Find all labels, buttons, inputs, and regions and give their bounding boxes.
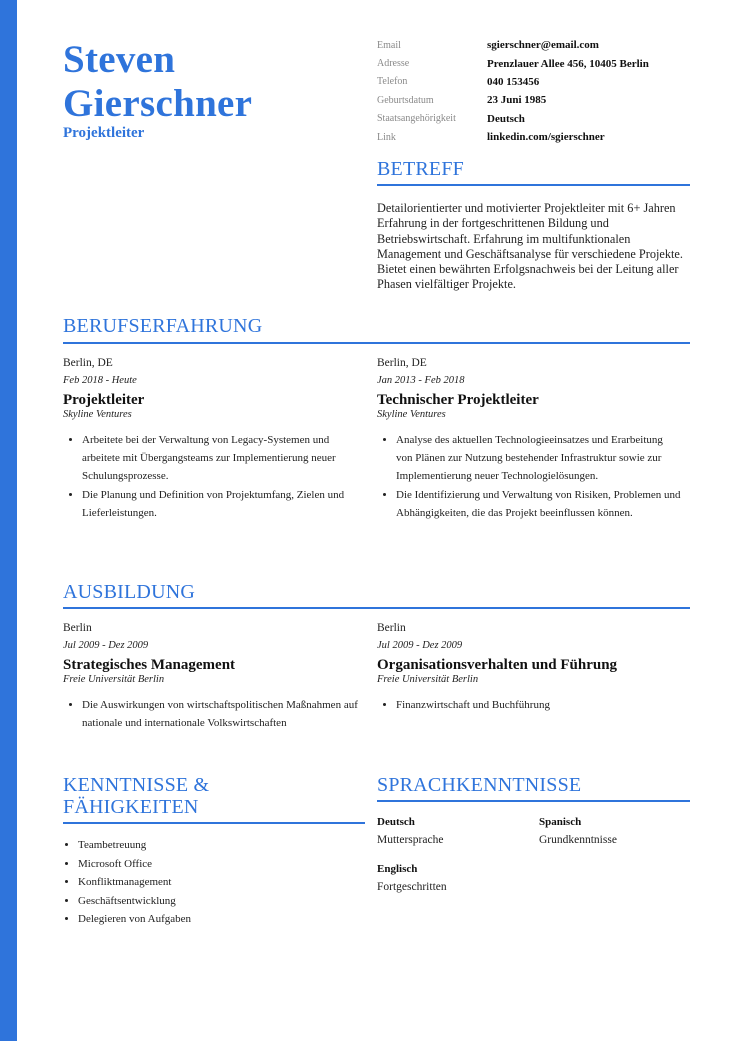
contact-value: sgierschner@email.com bbox=[487, 39, 599, 52]
edu-location: Berlin bbox=[63, 622, 92, 634]
list-item: • Finanzwirtschaft und Buchführung bbox=[396, 696, 682, 714]
experience-heading: BERUFSERFAHRUNG bbox=[63, 315, 263, 337]
list-item: • Die Auswirkungen von wirtschaftspolitischen Maßnahmen auf nationale und internationale Volkswirtschaften bbox=[82, 696, 368, 732]
education-heading: AUSBILDUNG bbox=[63, 581, 195, 603]
summary-heading: BETREFF bbox=[377, 158, 464, 180]
contact-label: Link bbox=[377, 131, 396, 143]
edu-degree: Organisationsverhalten und Führung bbox=[377, 657, 618, 673]
list-item: • Delegieren von Aufgaben bbox=[78, 910, 191, 929]
list-item: • Analyse des aktuellen Technologieeinsatzes und Erarbeitung von Plänen zur Nutzung bestehender Infrastruktur sowie zur Implementierung neuer Technologielösungen. bbox=[396, 431, 682, 486]
language-level: Fortgeschritten bbox=[377, 881, 447, 893]
education-divider bbox=[63, 607, 690, 609]
contact-details bbox=[377, 36, 697, 146]
list-item: • Konfliktmanagement bbox=[78, 873, 191, 892]
contact-value: 040 153456 bbox=[487, 75, 540, 88]
contact-label: Adresse bbox=[377, 58, 410, 70]
list-item: • Die Planung und Definition von Projektumfang, Zielen und Lieferleistungen. bbox=[82, 486, 368, 522]
summary-divider bbox=[377, 184, 690, 186]
edu-bullets bbox=[63, 696, 368, 732]
job-location: Berlin, DE bbox=[63, 357, 113, 369]
contact-value: linkedin.com/sgierschner bbox=[487, 131, 605, 144]
skills-divider bbox=[63, 822, 365, 824]
contact-row-birthdate bbox=[377, 91, 697, 109]
job-company: Skyline Ventures bbox=[63, 409, 132, 420]
languages-heading: SPRACHKENNTNISSE bbox=[377, 774, 582, 796]
education-item bbox=[63, 622, 368, 732]
list-item: • Microsoft Office bbox=[78, 855, 191, 874]
language-name: Deutsch bbox=[377, 816, 415, 828]
contact-label: Geburtsdatum bbox=[377, 94, 434, 106]
contact-value: Prenzlauer Allee 456, 10405 Berlin bbox=[487, 57, 649, 70]
job-title: Projektleiter bbox=[63, 125, 145, 141]
job-bullets bbox=[377, 431, 682, 522]
skills-bullets bbox=[63, 836, 191, 929]
skills-list bbox=[63, 836, 191, 929]
experience-divider bbox=[63, 342, 690, 344]
list-item: • Teambetreuung bbox=[78, 836, 191, 855]
contact-row-nationality bbox=[377, 110, 697, 128]
skills-heading-line1: KENNTNISSE & bbox=[63, 774, 210, 796]
education-item bbox=[377, 622, 682, 714]
language-item bbox=[377, 816, 443, 846]
edu-location: Berlin bbox=[377, 622, 406, 634]
contact-label: Telefon bbox=[377, 76, 408, 88]
contact-row-address bbox=[377, 54, 697, 72]
skills-heading bbox=[63, 774, 209, 818]
edu-degree: Strategisches Management bbox=[63, 657, 236, 673]
language-item bbox=[377, 863, 447, 893]
skills-heading-line2: FÄHIGKEITEN bbox=[63, 796, 199, 818]
language-level: Muttersprache bbox=[377, 834, 444, 846]
contact-label: Email bbox=[377, 39, 401, 51]
contact-value: 23 Juni 1985 bbox=[487, 94, 547, 107]
last-name: Gierschner bbox=[63, 82, 253, 125]
job-role: Technischer Projektleiter bbox=[377, 392, 539, 408]
edu-school: Freie Universität Berlin bbox=[377, 674, 479, 685]
language-name: Englisch bbox=[377, 863, 418, 875]
contact-label: Staatsangehörigkeit bbox=[377, 113, 456, 125]
summary-text: Detailorientierter und motivierter Projektleiter mit 6+ Jahren Erfahrung in der fortgeschrittenen Bildung und Betriebswirtschaft. Erfahrung im multifunktionalen Management und Geschäftsanalyse für verschiedene Projekte. Bietet einen bewährten Erfolgsnachweis bei der Leitung aller Phasen vielfältiger Projekte. bbox=[377, 201, 683, 292]
edu-dates: Jul 2009 - Dez 2009 bbox=[377, 640, 463, 651]
job-role: Projektleiter bbox=[63, 392, 145, 408]
language-name: Spanisch bbox=[539, 816, 582, 828]
contact-row-link bbox=[377, 128, 697, 146]
first-name: Steven bbox=[63, 38, 176, 81]
list-item: • Arbeitete bei der Verwaltung von Legacy-Systemen und arbeitete mit Übergangsteams zur Implementierung neuer Schulungsprozesse. bbox=[82, 431, 368, 486]
job-bullets bbox=[63, 431, 368, 522]
experience-item bbox=[377, 357, 682, 522]
list-item: • Geschäftsentwicklung bbox=[78, 892, 191, 911]
accent-stripe bbox=[0, 0, 17, 1041]
contact-value: Deutsch bbox=[487, 112, 525, 125]
job-company: Skyline Ventures bbox=[377, 409, 446, 420]
language-level: Grundkenntnisse bbox=[539, 834, 617, 846]
experience-item bbox=[63, 357, 368, 522]
edu-bullets bbox=[377, 696, 682, 714]
contact-row-phone bbox=[377, 73, 697, 91]
list-item: • Die Identifizierung und Verwaltung von Risiken, Problemen und Abhängigkeiten, die das Projekt beeinflussen können. bbox=[396, 486, 682, 522]
contact-row-email bbox=[377, 36, 697, 54]
candidate-name bbox=[63, 38, 252, 126]
job-dates: Jan 2013 - Feb 2018 bbox=[377, 375, 465, 386]
languages-divider bbox=[377, 800, 690, 802]
edu-school: Freie Universität Berlin bbox=[63, 674, 165, 685]
job-location: Berlin, DE bbox=[377, 357, 427, 369]
edu-dates: Jul 2009 - Dez 2009 bbox=[63, 640, 149, 651]
language-item bbox=[539, 816, 617, 846]
job-dates: Feb 2018 - Heute bbox=[63, 375, 137, 386]
